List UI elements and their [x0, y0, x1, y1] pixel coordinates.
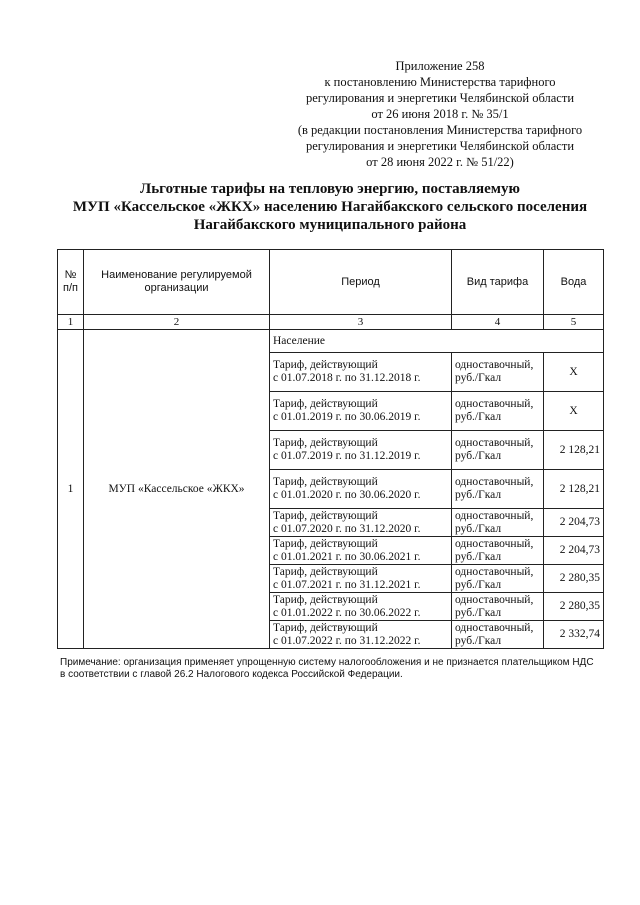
title-line: Льготные тарифы на тепловую энергию, поставляемую — [140, 181, 520, 197]
appendix-line: от 28 июня 2022 г. № 51/22) — [366, 155, 514, 169]
type-line: руб./Гкал — [455, 522, 502, 535]
header-org: Наименование регулируемой организации — [84, 250, 270, 315]
period-line: с 01.07.2020 г. по 31.12.2020 г. — [273, 522, 421, 535]
period-line: с 01.07.2018 г. по 31.12.2018 г. — [273, 372, 421, 384]
period-line: с 01.01.2019 г. по 30.06.2019 г. — [273, 411, 421, 423]
period-line: Тариф, действующий — [273, 565, 378, 578]
period-cell — [270, 353, 452, 392]
row-number: 1 — [58, 330, 84, 649]
period-cell — [270, 392, 452, 431]
period-line: Тариф, действующий — [273, 359, 378, 371]
appendix-header — [280, 58, 600, 170]
period-cell — [270, 537, 452, 565]
column-numbers-row — [58, 315, 604, 330]
type-line: руб./Гкал — [455, 550, 502, 563]
header-water: Вода — [544, 250, 604, 315]
appendix-line: Приложение 258 — [395, 59, 485, 73]
type-line: одноставочный, — [455, 398, 534, 410]
period-cell — [270, 509, 452, 537]
period-line: с 01.07.2021 г. по 31.12.2021 г. — [273, 578, 421, 591]
value-cell: Х — [544, 353, 604, 392]
type-line: одноставочный, — [455, 476, 534, 488]
group-label: Население — [270, 330, 604, 353]
period-line: с 01.01.2021 г. по 30.06.2021 г. — [273, 550, 421, 563]
appendix-line: регулирования и энергетики Челябинской области — [305, 91, 575, 105]
type-line: одноставочный, — [455, 359, 534, 371]
period-line: Тариф, действующий — [273, 593, 378, 606]
type-line: одноставочный, — [455, 437, 534, 449]
col-number: 5 — [544, 315, 604, 330]
period-line: с 01.01.2020 г. по 30.06.2020 г. — [273, 489, 421, 501]
value-cell: 2 332,74 — [544, 621, 604, 649]
value-cell: 2 280,35 — [544, 565, 604, 593]
header-type: Вид тарифа — [452, 250, 544, 315]
type-line: руб./Гкал — [455, 489, 502, 501]
type-line: одноставочный, — [455, 565, 534, 578]
footnote — [60, 657, 620, 681]
type-line: руб./Гкал — [455, 372, 502, 384]
period-cell — [270, 593, 452, 621]
type-line: руб./Гкал — [455, 578, 502, 591]
period-line: с 01.07.2019 г. по 31.12.2019 г. — [273, 450, 421, 462]
period-cell — [270, 621, 452, 649]
table-header-row — [58, 250, 604, 315]
value-cell: 2 280,35 — [544, 593, 604, 621]
type-line: одноставочный, — [455, 509, 534, 522]
type-cell — [452, 509, 544, 537]
value-cell: 2 128,21 — [544, 470, 604, 509]
period-line: Тариф, действующий — [273, 621, 378, 634]
type-cell — [452, 593, 544, 621]
type-cell — [452, 537, 544, 565]
type-cell — [452, 431, 544, 470]
period-line: Тариф, действующий — [273, 437, 378, 449]
value-cell: 2 204,73 — [544, 537, 604, 565]
type-line: руб./Гкал — [455, 450, 502, 462]
type-cell — [452, 353, 544, 392]
title-line: Нагайбакского муниципального района — [193, 217, 467, 233]
document-title — [40, 180, 620, 234]
type-cell — [452, 565, 544, 593]
period-cell — [270, 431, 452, 470]
value-cell: 2 204,73 — [544, 509, 604, 537]
type-cell — [452, 621, 544, 649]
period-line: Тариф, действующий — [273, 398, 378, 410]
type-line: руб./Гкал — [455, 411, 502, 423]
type-cell — [452, 470, 544, 509]
type-line: одноставочный, — [455, 593, 534, 606]
period-line: Тариф, действующий — [273, 476, 378, 488]
appendix-line: от 26 июня 2018 г. № 35/1 — [371, 107, 509, 121]
period-line: Тариф, действующий — [273, 537, 378, 550]
appendix-line: (в редакции постановления Министерства тарифного — [297, 123, 583, 137]
period-cell — [270, 565, 452, 593]
type-line: одноставочный, — [455, 621, 534, 634]
period-line: Тариф, действующий — [273, 509, 378, 522]
header-period: Период — [270, 250, 452, 315]
period-line: с 01.07.2022 г. по 31.12.2022 г. — [273, 634, 421, 647]
value-cell: 2 128,21 — [544, 431, 604, 470]
footnote-line: в соответствии с главой 26.2 Налогового кодекса Российской Федерации. — [60, 669, 403, 680]
type-line: руб./Гкал — [455, 634, 502, 647]
group-row — [58, 330, 604, 353]
organization-name: МУП «Кассельское «ЖКХ» — [84, 330, 270, 649]
type-line: руб./Гкал — [455, 606, 502, 619]
footnote-line: Примечание: организация применяет упрощенную систему налогообложения и не признается плательщиком НДС — [60, 657, 594, 668]
type-cell — [452, 392, 544, 431]
col-number: 3 — [270, 315, 452, 330]
tariff-table — [57, 249, 604, 649]
appendix-line: к постановлению Министерства тарифного — [324, 75, 556, 89]
value-cell: Х — [544, 392, 604, 431]
col-number: 2 — [84, 315, 270, 330]
header-num: № п/п — [58, 250, 84, 315]
col-number: 1 — [58, 315, 84, 330]
type-line: одноставочный, — [455, 537, 534, 550]
period-line: с 01.01.2022 г. по 30.06.2022 г. — [273, 606, 421, 619]
appendix-line: регулирования и энергетики Челябинской области — [305, 139, 575, 153]
col-number: 4 — [452, 315, 544, 330]
period-cell — [270, 470, 452, 509]
title-line: МУП «Кассельское «ЖКХ» населению Нагайбакского сельского поселения — [72, 199, 588, 215]
